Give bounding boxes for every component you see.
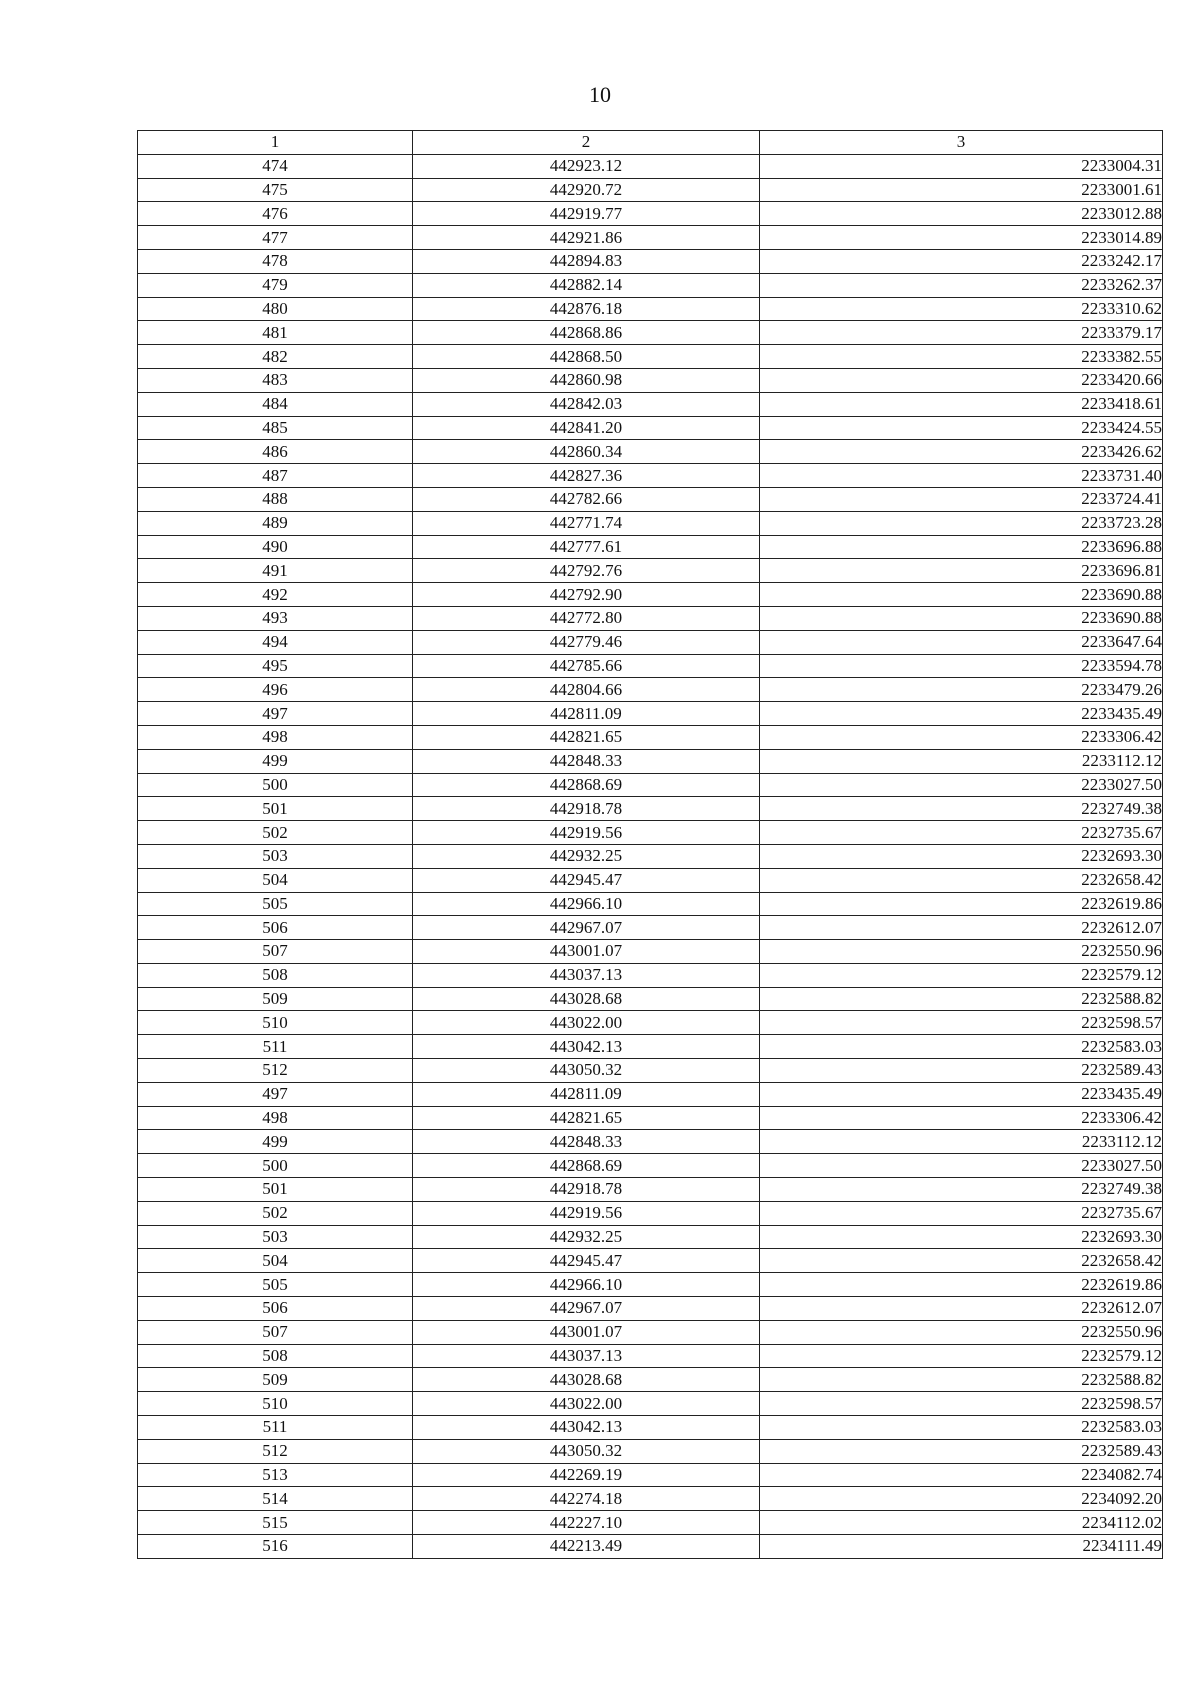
point-number-cell: 515 — [138, 1511, 413, 1535]
table-row — [138, 1392, 1163, 1416]
x-coordinate-cell: 442804.66 — [413, 678, 760, 702]
point-number-cell: 511 — [138, 1416, 413, 1440]
x-coordinate-cell: 442868.50 — [413, 345, 760, 369]
x-coordinate-cell: 442945.47 — [413, 868, 760, 892]
table-row — [138, 797, 1163, 821]
point-number-cell: 511 — [138, 1035, 413, 1059]
y-coordinate-cell: 2234082.74 — [760, 1463, 1163, 1487]
table-row — [138, 226, 1163, 250]
y-coordinate-cell: 2233435.49 — [760, 1082, 1163, 1106]
table-row — [138, 987, 1163, 1011]
table-row — [138, 1320, 1163, 1344]
x-coordinate-cell: 442876.18 — [413, 297, 760, 321]
table-row — [138, 821, 1163, 845]
x-coordinate-cell: 442821.65 — [413, 725, 760, 749]
x-coordinate-cell: 442227.10 — [413, 1511, 760, 1535]
y-coordinate-cell: 2232598.57 — [760, 1011, 1163, 1035]
x-coordinate-cell: 442919.56 — [413, 1201, 760, 1225]
point-number-cell: 494 — [138, 630, 413, 654]
table-row — [138, 1201, 1163, 1225]
point-number-cell: 504 — [138, 868, 413, 892]
table-row — [138, 345, 1163, 369]
column-header-2: 2 — [413, 131, 760, 155]
x-coordinate-cell: 442274.18 — [413, 1487, 760, 1511]
table-row — [138, 892, 1163, 916]
x-coordinate-cell: 443028.68 — [413, 987, 760, 1011]
table-row — [138, 249, 1163, 273]
y-coordinate-cell: 2233424.55 — [760, 416, 1163, 440]
x-coordinate-cell: 442919.77 — [413, 202, 760, 226]
y-coordinate-cell: 2232735.67 — [760, 1201, 1163, 1225]
column-header-1: 1 — [138, 131, 413, 155]
y-coordinate-cell: 2233731.40 — [760, 464, 1163, 488]
point-number-cell: 497 — [138, 1082, 413, 1106]
point-number-cell: 510 — [138, 1011, 413, 1035]
y-coordinate-cell: 2233724.41 — [760, 487, 1163, 511]
point-number-cell: 483 — [138, 368, 413, 392]
table-row — [138, 1106, 1163, 1130]
table-row — [138, 1463, 1163, 1487]
x-coordinate-cell: 442868.86 — [413, 321, 760, 345]
x-coordinate-cell: 442772.80 — [413, 606, 760, 630]
point-number-cell: 484 — [138, 392, 413, 416]
x-coordinate-cell: 442821.65 — [413, 1106, 760, 1130]
y-coordinate-cell: 2233723.28 — [760, 511, 1163, 535]
table-row — [138, 154, 1163, 178]
table-row — [138, 963, 1163, 987]
y-coordinate-cell: 2232579.12 — [760, 1344, 1163, 1368]
x-coordinate-cell: 442841.20 — [413, 416, 760, 440]
point-number-cell: 477 — [138, 226, 413, 250]
x-coordinate-cell: 442771.74 — [413, 511, 760, 535]
y-coordinate-cell: 2234092.20 — [760, 1487, 1163, 1511]
y-coordinate-cell: 2232658.42 — [760, 1249, 1163, 1273]
point-number-cell: 500 — [138, 1154, 413, 1178]
point-number-cell: 501 — [138, 797, 413, 821]
y-coordinate-cell: 2232619.86 — [760, 892, 1163, 916]
x-coordinate-cell: 442894.83 — [413, 249, 760, 273]
y-coordinate-cell: 2233696.88 — [760, 535, 1163, 559]
y-coordinate-cell: 2233435.49 — [760, 702, 1163, 726]
table-row — [138, 440, 1163, 464]
table-row — [138, 630, 1163, 654]
point-number-cell: 506 — [138, 1297, 413, 1321]
y-coordinate-cell: 2232550.96 — [760, 940, 1163, 964]
y-coordinate-cell: 2233112.12 — [760, 1130, 1163, 1154]
x-coordinate-cell: 442868.69 — [413, 773, 760, 797]
y-coordinate-cell: 2232749.38 — [760, 1178, 1163, 1202]
table-row — [138, 773, 1163, 797]
point-number-cell: 485 — [138, 416, 413, 440]
y-coordinate-cell: 2233242.17 — [760, 249, 1163, 273]
x-coordinate-cell: 442921.86 — [413, 226, 760, 250]
point-number-cell: 499 — [138, 1130, 413, 1154]
point-number-cell: 476 — [138, 202, 413, 226]
table-row — [138, 559, 1163, 583]
table-row — [138, 702, 1163, 726]
point-number-cell: 498 — [138, 1106, 413, 1130]
point-number-cell: 487 — [138, 464, 413, 488]
table-row — [138, 511, 1163, 535]
x-coordinate-cell: 442777.61 — [413, 535, 760, 559]
x-coordinate-cell: 443001.07 — [413, 1320, 760, 1344]
x-coordinate-cell: 443037.13 — [413, 1344, 760, 1368]
y-coordinate-cell: 2232658.42 — [760, 868, 1163, 892]
point-number-cell: 512 — [138, 1439, 413, 1463]
x-coordinate-cell: 442860.34 — [413, 440, 760, 464]
point-number-cell: 516 — [138, 1535, 413, 1559]
y-coordinate-cell: 2232583.03 — [760, 1416, 1163, 1440]
x-coordinate-cell: 442882.14 — [413, 273, 760, 297]
y-coordinate-cell: 2232749.38 — [760, 797, 1163, 821]
table-row — [138, 321, 1163, 345]
point-number-cell: 486 — [138, 440, 413, 464]
point-number-cell: 491 — [138, 559, 413, 583]
x-coordinate-cell: 443001.07 — [413, 940, 760, 964]
point-number-cell: 496 — [138, 678, 413, 702]
point-number-cell: 508 — [138, 963, 413, 987]
table-row — [138, 1439, 1163, 1463]
x-coordinate-cell: 442848.33 — [413, 1130, 760, 1154]
y-coordinate-cell: 2232579.12 — [760, 963, 1163, 987]
y-coordinate-cell: 2232693.30 — [760, 1225, 1163, 1249]
x-coordinate-cell: 442213.49 — [413, 1535, 760, 1559]
x-coordinate-cell: 442782.66 — [413, 487, 760, 511]
point-number-cell: 489 — [138, 511, 413, 535]
y-coordinate-cell: 2233001.61 — [760, 178, 1163, 202]
x-coordinate-cell: 443022.00 — [413, 1392, 760, 1416]
table-row — [138, 868, 1163, 892]
x-coordinate-cell: 442966.10 — [413, 1273, 760, 1297]
x-coordinate-cell: 442848.33 — [413, 749, 760, 773]
y-coordinate-cell: 2233690.88 — [760, 583, 1163, 607]
table-row — [138, 392, 1163, 416]
y-coordinate-cell: 2232612.07 — [760, 916, 1163, 940]
table-row — [138, 1249, 1163, 1273]
point-number-cell: 506 — [138, 916, 413, 940]
x-coordinate-cell: 442269.19 — [413, 1463, 760, 1487]
point-number-cell: 497 — [138, 702, 413, 726]
table-row — [138, 654, 1163, 678]
point-number-cell: 502 — [138, 1201, 413, 1225]
point-number-cell: 514 — [138, 1487, 413, 1511]
table-row — [138, 583, 1163, 607]
y-coordinate-cell: 2234111.49 — [760, 1535, 1163, 1559]
point-number-cell: 492 — [138, 583, 413, 607]
x-coordinate-cell: 443042.13 — [413, 1416, 760, 1440]
table-header-row — [138, 131, 1163, 155]
x-coordinate-cell: 442860.98 — [413, 368, 760, 392]
y-coordinate-cell: 2233690.88 — [760, 606, 1163, 630]
y-coordinate-cell: 2233310.62 — [760, 297, 1163, 321]
y-coordinate-cell: 2232550.96 — [760, 1320, 1163, 1344]
table-row — [138, 1011, 1163, 1035]
y-coordinate-cell: 2233647.64 — [760, 630, 1163, 654]
y-coordinate-cell: 2233379.17 — [760, 321, 1163, 345]
table-row — [138, 202, 1163, 226]
point-number-cell: 499 — [138, 749, 413, 773]
x-coordinate-cell: 442923.12 — [413, 154, 760, 178]
x-coordinate-cell: 443022.00 — [413, 1011, 760, 1035]
point-number-cell: 495 — [138, 654, 413, 678]
point-number-cell: 502 — [138, 821, 413, 845]
page-number: 10 — [589, 82, 611, 107]
point-number-cell: 488 — [138, 487, 413, 511]
x-coordinate-cell: 442920.72 — [413, 178, 760, 202]
table-row — [138, 273, 1163, 297]
table-row — [138, 1368, 1163, 1392]
x-coordinate-cell: 442785.66 — [413, 654, 760, 678]
x-coordinate-cell: 442918.78 — [413, 797, 760, 821]
y-coordinate-cell: 2233262.37 — [760, 273, 1163, 297]
table-row — [138, 844, 1163, 868]
table-row — [138, 1225, 1163, 1249]
point-number-cell: 481 — [138, 321, 413, 345]
point-number-cell: 498 — [138, 725, 413, 749]
x-coordinate-cell: 442827.36 — [413, 464, 760, 488]
x-coordinate-cell: 442932.25 — [413, 1225, 760, 1249]
coordinates-table — [137, 130, 1163, 1559]
table-row — [138, 487, 1163, 511]
x-coordinate-cell: 443037.13 — [413, 963, 760, 987]
table-row — [138, 940, 1163, 964]
point-number-cell: 508 — [138, 1344, 413, 1368]
point-number-cell: 500 — [138, 773, 413, 797]
point-number-cell: 503 — [138, 1225, 413, 1249]
point-number-cell: 504 — [138, 1249, 413, 1273]
table-row — [138, 1487, 1163, 1511]
x-coordinate-cell: 442919.56 — [413, 821, 760, 845]
point-number-cell: 475 — [138, 178, 413, 202]
point-number-cell: 480 — [138, 297, 413, 321]
x-coordinate-cell: 442967.07 — [413, 916, 760, 940]
y-coordinate-cell: 2233012.88 — [760, 202, 1163, 226]
x-coordinate-cell: 442966.10 — [413, 892, 760, 916]
table-row — [138, 916, 1163, 940]
y-coordinate-cell: 2233306.42 — [760, 725, 1163, 749]
point-number-cell: 478 — [138, 249, 413, 273]
x-coordinate-cell: 443028.68 — [413, 1368, 760, 1392]
x-coordinate-cell: 443050.32 — [413, 1439, 760, 1463]
x-coordinate-cell: 442918.78 — [413, 1178, 760, 1202]
y-coordinate-cell: 2233420.66 — [760, 368, 1163, 392]
point-number-cell: 507 — [138, 1320, 413, 1344]
point-number-cell: 509 — [138, 1368, 413, 1392]
table-row — [138, 749, 1163, 773]
y-coordinate-cell: 2233014.89 — [760, 226, 1163, 250]
table-row — [138, 297, 1163, 321]
y-coordinate-cell: 2233027.50 — [760, 773, 1163, 797]
table-row — [138, 1059, 1163, 1083]
table-row — [138, 368, 1163, 392]
table-row — [138, 464, 1163, 488]
y-coordinate-cell: 2232589.43 — [760, 1439, 1163, 1463]
y-coordinate-cell: 2233382.55 — [760, 345, 1163, 369]
point-number-cell: 505 — [138, 1273, 413, 1297]
y-coordinate-cell: 2232612.07 — [760, 1297, 1163, 1321]
table-row — [138, 1344, 1163, 1368]
table-row — [138, 535, 1163, 559]
table-row — [138, 1082, 1163, 1106]
y-coordinate-cell: 2234112.02 — [760, 1511, 1163, 1535]
y-coordinate-cell: 2233004.31 — [760, 154, 1163, 178]
table-row — [138, 606, 1163, 630]
x-coordinate-cell: 442945.47 — [413, 1249, 760, 1273]
table-row — [138, 678, 1163, 702]
point-number-cell: 505 — [138, 892, 413, 916]
table-row — [138, 178, 1163, 202]
table-row — [138, 1273, 1163, 1297]
x-coordinate-cell: 443042.13 — [413, 1035, 760, 1059]
y-coordinate-cell: 2233426.62 — [760, 440, 1163, 464]
y-coordinate-cell: 2232589.43 — [760, 1059, 1163, 1083]
table-row — [138, 1178, 1163, 1202]
table-row — [138, 725, 1163, 749]
y-coordinate-cell: 2232588.82 — [760, 987, 1163, 1011]
table-body — [138, 154, 1163, 1558]
table-row — [138, 1416, 1163, 1440]
point-number-cell: 474 — [138, 154, 413, 178]
table-row — [138, 1035, 1163, 1059]
y-coordinate-cell: 2233418.61 — [760, 392, 1163, 416]
y-coordinate-cell: 2232598.57 — [760, 1392, 1163, 1416]
table-row — [138, 1154, 1163, 1178]
point-number-cell: 512 — [138, 1059, 413, 1083]
point-number-cell: 482 — [138, 345, 413, 369]
y-coordinate-cell: 2233594.78 — [760, 654, 1163, 678]
point-number-cell: 513 — [138, 1463, 413, 1487]
table-row — [138, 1535, 1163, 1559]
x-coordinate-cell: 442967.07 — [413, 1297, 760, 1321]
x-coordinate-cell: 442779.46 — [413, 630, 760, 654]
y-coordinate-cell: 2232619.86 — [760, 1273, 1163, 1297]
point-number-cell: 501 — [138, 1178, 413, 1202]
y-coordinate-cell: 2233696.81 — [760, 559, 1163, 583]
y-coordinate-cell: 2232735.67 — [760, 821, 1163, 845]
y-coordinate-cell: 2233112.12 — [760, 749, 1163, 773]
x-coordinate-cell: 442842.03 — [413, 392, 760, 416]
x-coordinate-cell: 443050.32 — [413, 1059, 760, 1083]
point-number-cell: 493 — [138, 606, 413, 630]
table-row — [138, 416, 1163, 440]
x-coordinate-cell: 442792.90 — [413, 583, 760, 607]
table-row — [138, 1297, 1163, 1321]
y-coordinate-cell: 2233306.42 — [760, 1106, 1163, 1130]
y-coordinate-cell: 2233479.26 — [760, 678, 1163, 702]
y-coordinate-cell: 2233027.50 — [760, 1154, 1163, 1178]
point-number-cell: 503 — [138, 844, 413, 868]
x-coordinate-cell: 442792.76 — [413, 559, 760, 583]
y-coordinate-cell: 2232583.03 — [760, 1035, 1163, 1059]
point-number-cell: 479 — [138, 273, 413, 297]
x-coordinate-cell: 442811.09 — [413, 1082, 760, 1106]
column-header-3: 3 — [760, 131, 1163, 155]
y-coordinate-cell: 2232588.82 — [760, 1368, 1163, 1392]
point-number-cell: 509 — [138, 987, 413, 1011]
point-number-cell: 507 — [138, 940, 413, 964]
table-row — [138, 1130, 1163, 1154]
point-number-cell: 510 — [138, 1392, 413, 1416]
x-coordinate-cell: 442932.25 — [413, 844, 760, 868]
x-coordinate-cell: 442868.69 — [413, 1154, 760, 1178]
y-coordinate-cell: 2232693.30 — [760, 844, 1163, 868]
point-number-cell: 490 — [138, 535, 413, 559]
table-row — [138, 1511, 1163, 1535]
x-coordinate-cell: 442811.09 — [413, 702, 760, 726]
